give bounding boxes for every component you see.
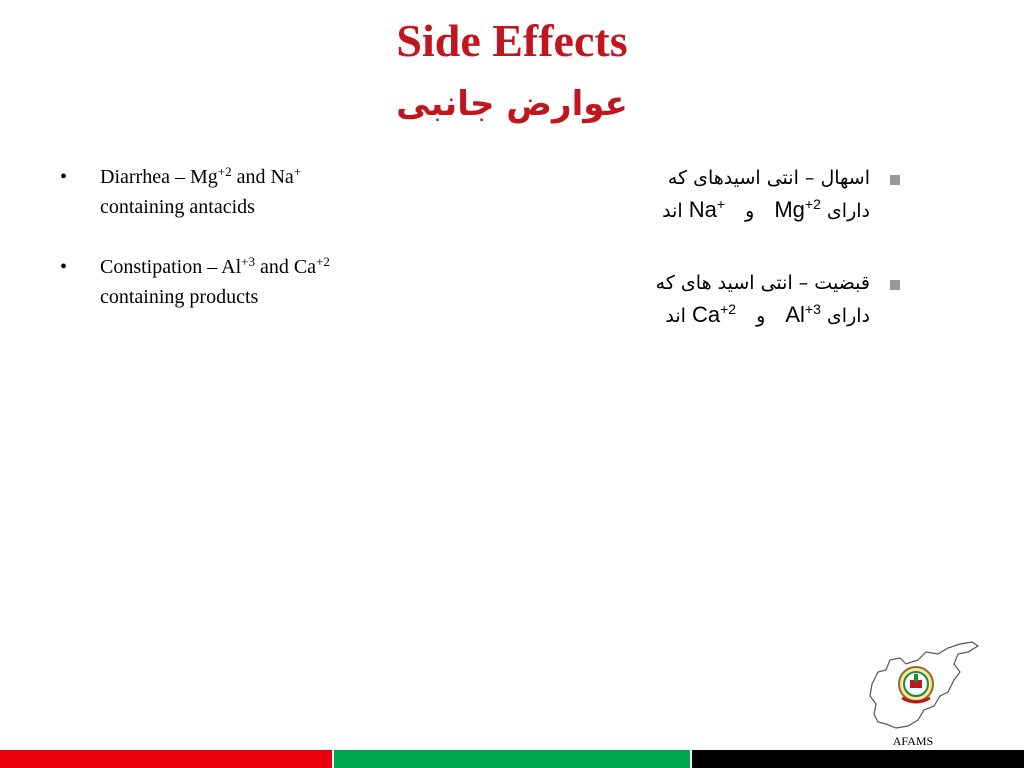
item-text: containing products bbox=[100, 286, 259, 308]
item-line: قبضیت – انتی اسید های که bbox=[655, 272, 870, 294]
superscript: +3 bbox=[241, 254, 255, 269]
item-text: دارای bbox=[826, 200, 870, 222]
afghanistan-map-emblem-icon bbox=[864, 636, 984, 736]
persian-bullet-list bbox=[580, 162, 900, 372]
bullet-dot: • bbox=[60, 256, 68, 278]
square-bullet-icon bbox=[890, 280, 900, 290]
superscript: + bbox=[293, 164, 302, 179]
item-text: and Ca bbox=[254, 256, 317, 278]
item-text: دارای bbox=[826, 305, 870, 327]
item-line bbox=[580, 299, 870, 332]
item-line bbox=[580, 194, 870, 227]
item-text: اند bbox=[662, 200, 683, 222]
flag-green-segment bbox=[334, 750, 690, 768]
afams-label: AFAMS bbox=[892, 734, 934, 748]
item-text: و bbox=[745, 200, 755, 222]
item-text: Diarrhea – Mg bbox=[100, 166, 218, 188]
slide-title-persian: عوارض جانبی bbox=[396, 84, 628, 124]
english-bullet-list bbox=[60, 162, 350, 342]
item-text: Constipation – Al bbox=[100, 256, 242, 278]
chemical-symbol: $Ca^{+2}$ bbox=[691, 301, 737, 327]
chemical-symbol: $Al^{+3}$ bbox=[785, 301, 821, 327]
chemical-symbol: Na+ bbox=[688, 196, 726, 222]
flag-color-bar bbox=[0, 750, 1024, 768]
item-text: containing antacids bbox=[100, 196, 255, 218]
slide-title-english: Side Effects bbox=[396, 15, 628, 66]
item-text: and Na bbox=[231, 166, 294, 188]
chemical-symbol: $Mg^{+2}$ bbox=[774, 196, 821, 222]
list-item bbox=[60, 162, 350, 222]
superscript: +2 bbox=[217, 164, 232, 179]
list-item bbox=[60, 252, 350, 312]
flag-black-segment bbox=[692, 750, 1024, 768]
item-line: اسهال – انتی اسیدهای که bbox=[667, 167, 870, 189]
square-bullet-icon bbox=[890, 175, 900, 185]
item-text: و bbox=[756, 305, 766, 327]
superscript: +2 bbox=[316, 254, 330, 269]
item-text: اند bbox=[665, 305, 686, 327]
bullet-dot: • bbox=[60, 166, 68, 188]
list-item bbox=[580, 162, 900, 227]
list-item bbox=[580, 267, 900, 332]
flag-red-segment bbox=[0, 750, 332, 768]
